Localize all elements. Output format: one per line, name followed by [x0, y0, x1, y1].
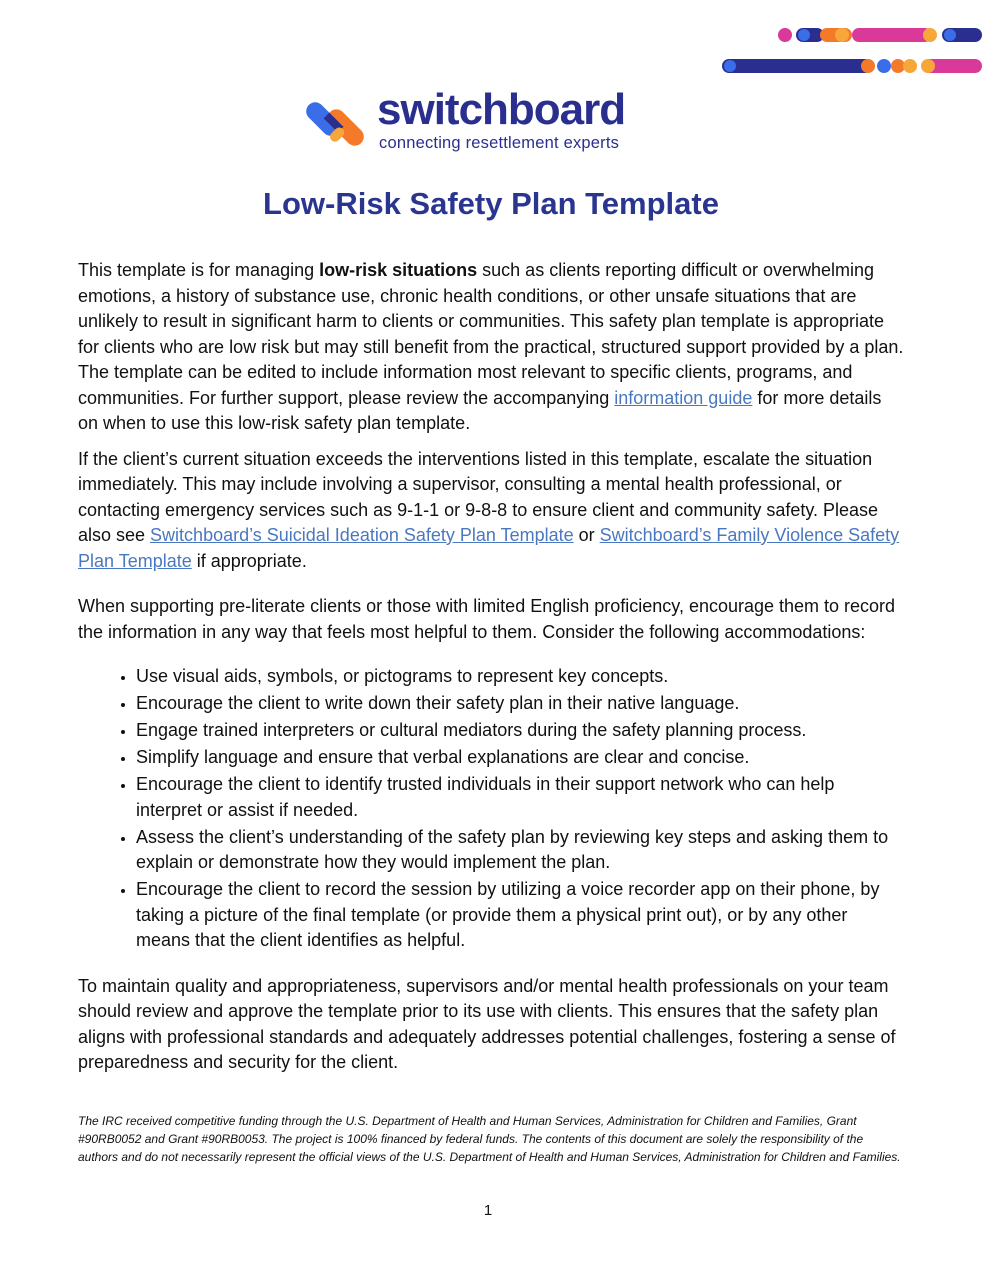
escalation-text-3: if appropriate. — [191, 550, 307, 571]
accommodations-intro: When supporting pre-literate clients or those with limited English proficiency, encourage them to record the information in any way that feels most helpful to them. Consider the following accommodations: — [78, 596, 896, 642]
list-item: • Simplify language and ensure that verbal explanations are clear and concise. — [136, 745, 904, 771]
intro-text-2: such as clients reporting difficult or overwhelming emotions, a history of substance use, chronic health conditions, or other unsafe situations that are unlikely to result in significant harm to clients or communities. This safety plan template is appropriate for clients who are low risk but may still benefit from the practical, structured support provided by a plan. The template can be edited to include information most relevant to specific clients, programs, and communities. For further support, please review the accompanying — [78, 260, 904, 408]
escalation-text-1: If the client’s current situation exceeds the interventions listed in this template, escalate the situation immediately. This may include involving a supervisor, consulting a mental health professional, or contacting emergency services such as 9-1-1 or 9-8-8 to ensure client and community safety. Please also see — [78, 448, 879, 545]
list-item: • Encourage the client to identify trusted individuals in their support network who can help interpret or assist if needed. — [136, 772, 904, 823]
funding-disclaimer: The IRC received competitive funding through the U.S. Department of Health and Human Services, Administration for Children and Families, Grant #90RB0052 and Grant #90RB0053. The project is 100% financed by federal funds. The contents of this document are solely the responsibility of the authors and do not necessarily represent the official views of the U.S. Department of Health and Human Services, Administration for Children and Families. — [78, 1114, 901, 1164]
switchboard-logo — [303, 85, 648, 160]
intro-bold-text: low-risk situations — [319, 260, 478, 280]
family-violence-plan-link[interactable]: Switchboard’s Family Violence Safety Plan Template — [78, 525, 900, 571]
list-item: • Use visual aids, symbols, or pictograms to represent key concepts. — [136, 664, 904, 690]
list-item: • Encourage the client to record the session by utilizing a voice recorder app on their phone, by taking a picture of the final template (or provide them a physical print out), or by any other means that the client identifies as helpful. — [136, 877, 904, 954]
list-item: • Assess the client’s understanding of the safety plan by reviewing key steps and asking them to explain or demonstrate how they would implement the plan. — [136, 825, 904, 876]
brand-tagline: connecting resettlement experts — [379, 134, 620, 152]
decorative-dot-pattern — [0, 0, 982, 90]
intro-text-3: for more details on when to use this low-risk safety plan template. — [78, 387, 882, 433]
list-item: • Encourage the client to write down their safety plan in their native language. — [136, 691, 904, 717]
accommodations-list — [78, 664, 904, 954]
page-number: 1 — [483, 1202, 493, 1219]
escalation-paragraph — [78, 447, 904, 575]
document-body — [78, 258, 904, 1076]
switchboard-logo-icon — [303, 88, 367, 160]
list-item: • Engage trained interpreters or cultural mediators during the safety planning process. — [136, 718, 904, 744]
page-title: Low-Risk Safety Plan Template — [263, 186, 719, 221]
information-guide-link[interactable]: information guide — [614, 387, 753, 408]
intro-text-1: This template is for managing — [78, 260, 320, 280]
suicidal-ideation-plan-link[interactable]: Switchboard’s Suicidal Ideation Safety Plan Template — [150, 525, 574, 545]
closing-paragraph: To maintain quality and appropriateness, supervisors and/or mental health professionals on your team should review and approve the template prior to its use with clients. This ensures that the safety plan aligns with professional standards and adequately addresses potential challenges, fostering a sense of preparedness and security for the client. — [78, 975, 896, 1072]
intro-paragraph — [78, 258, 904, 437]
escalation-text-2: or — [573, 525, 600, 545]
brand-name: switchboard — [377, 85, 626, 134]
